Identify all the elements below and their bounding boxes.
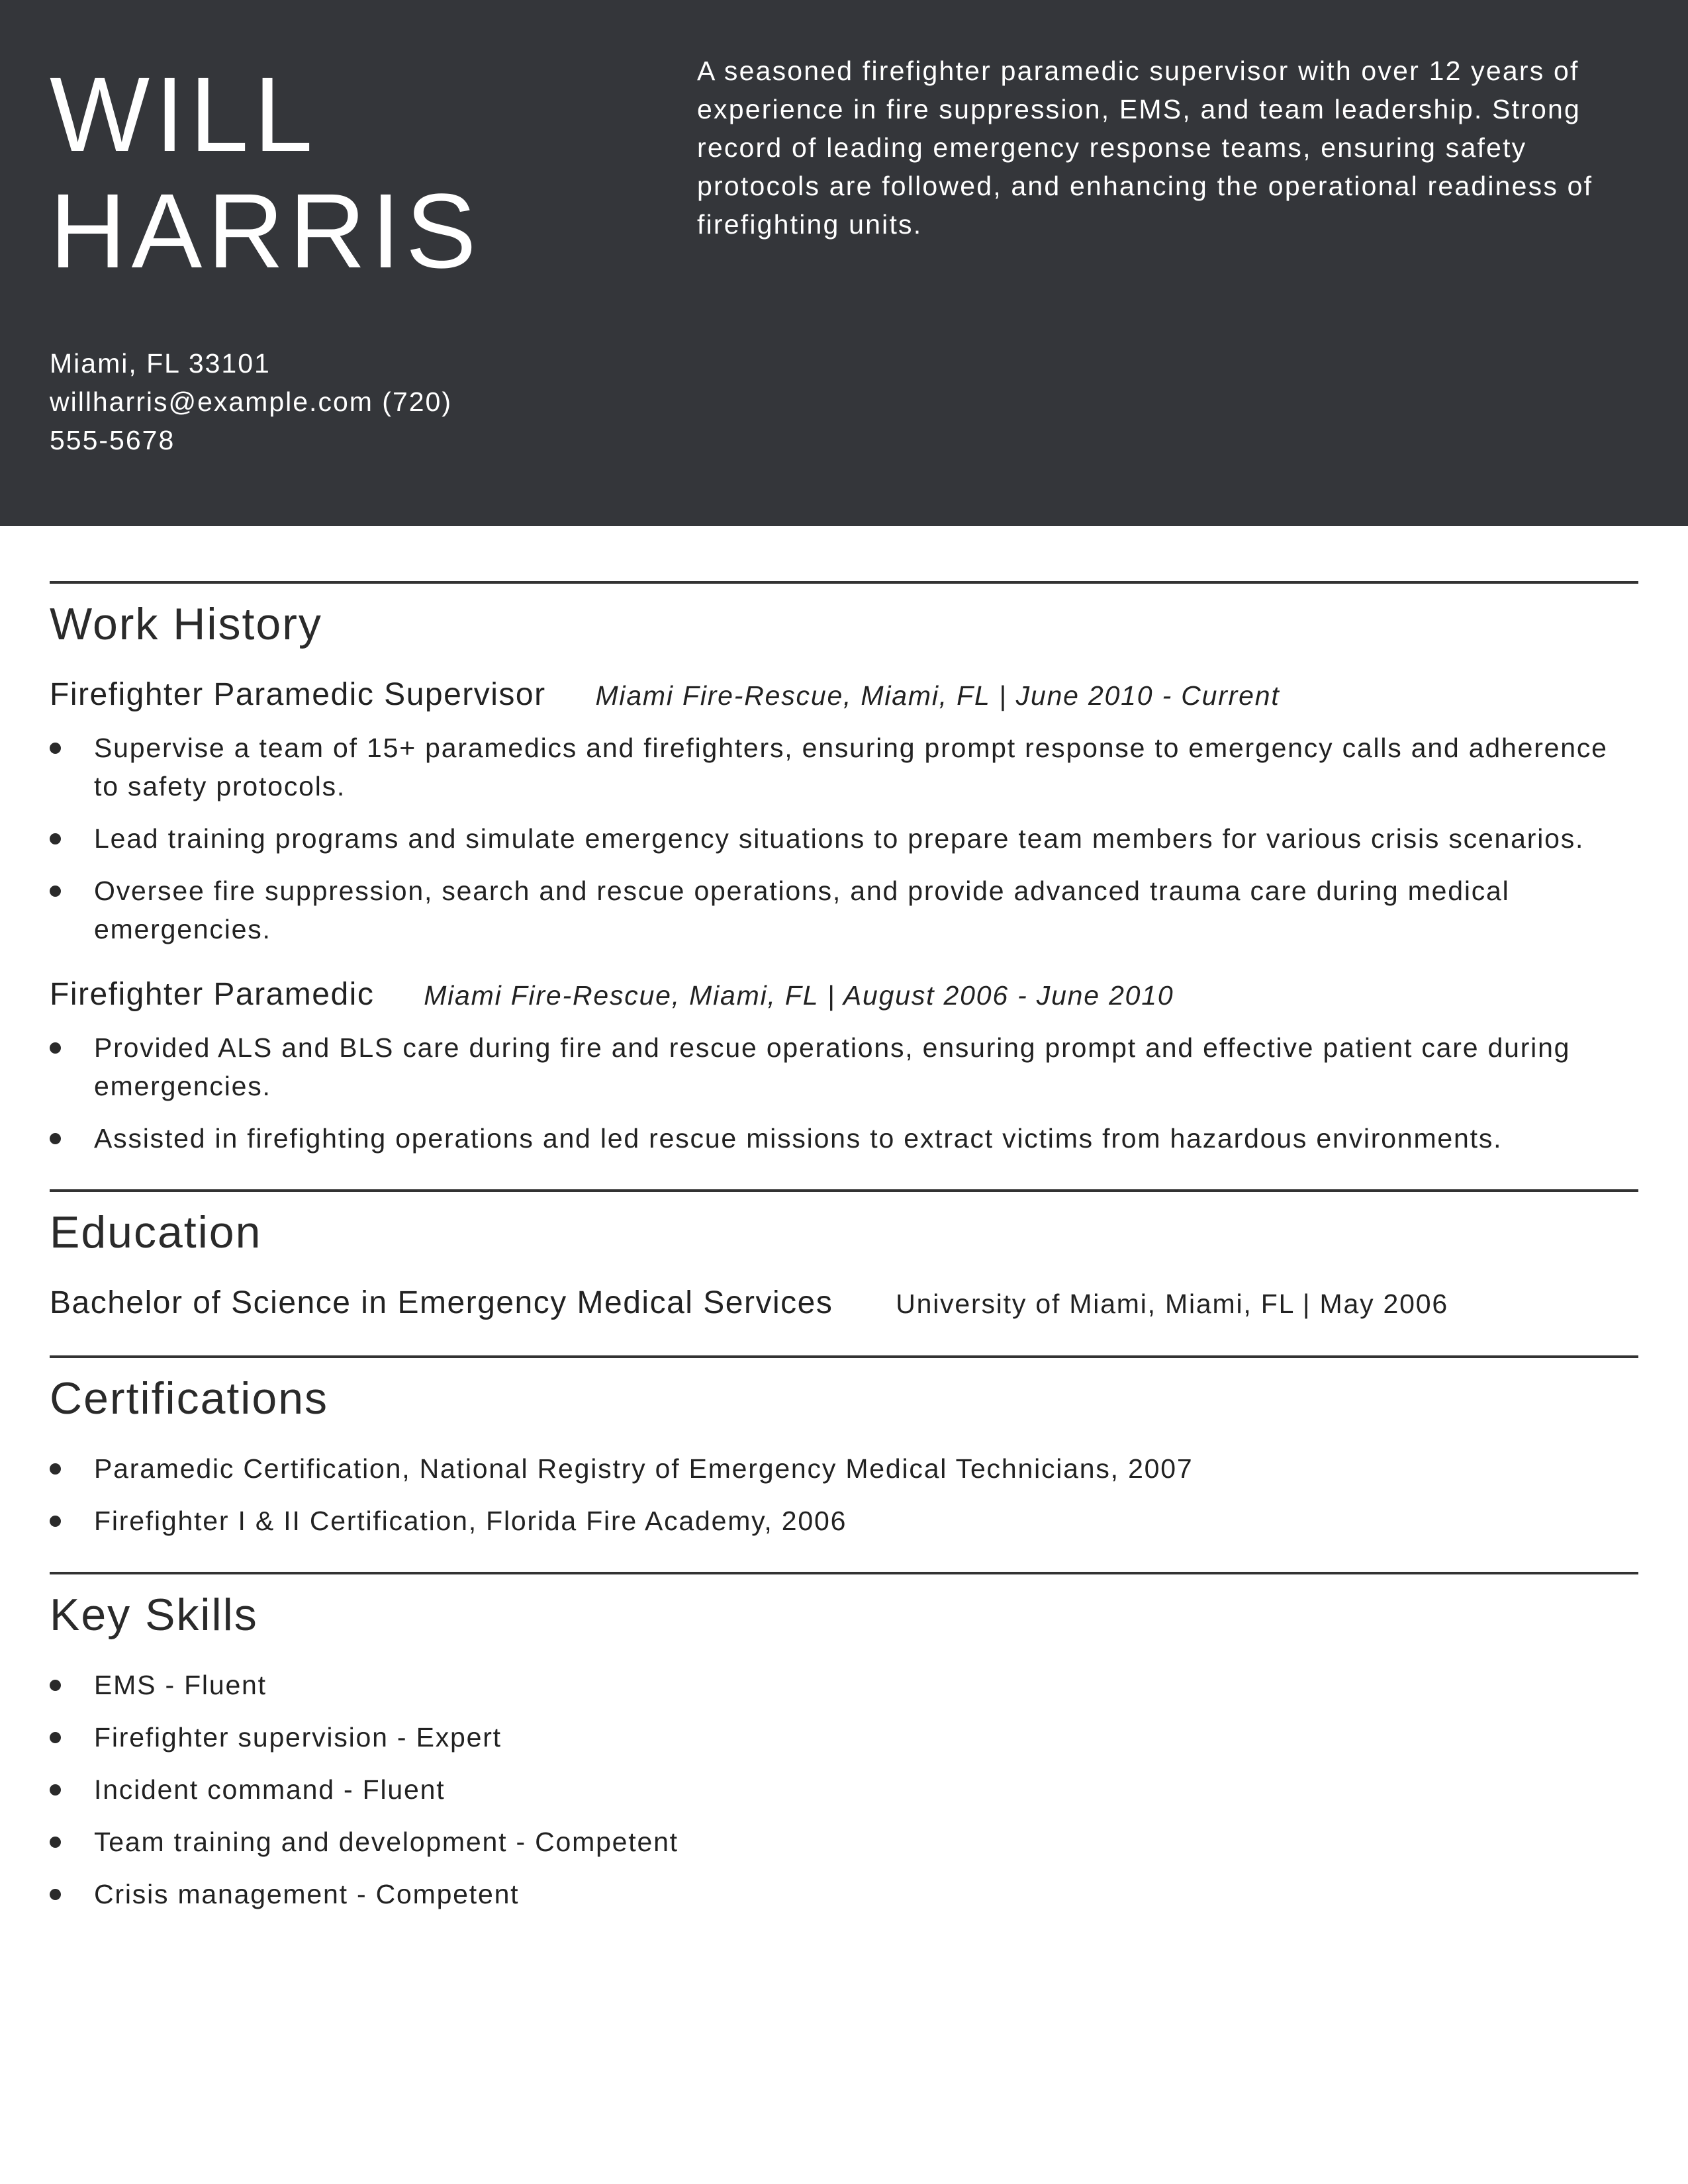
list-item bbox=[50, 819, 1638, 858]
list-item bbox=[50, 872, 1638, 948]
bullet-icon bbox=[50, 1837, 61, 1848]
bullet-icon bbox=[50, 1516, 61, 1527]
section-title: Education bbox=[50, 1207, 262, 1257]
phone-number: 555-5678 bbox=[50, 425, 175, 455]
bullet-icon bbox=[50, 1680, 61, 1691]
list-item bbox=[50, 1028, 1638, 1105]
skill-text: Crisis management - Competent bbox=[94, 1879, 520, 1909]
bullet-text: Assisted in firefighting operations and led rescue missions to extract victims from hazardous environments. bbox=[94, 1123, 1503, 1154]
job-bullets bbox=[50, 1028, 1638, 1158]
skill-text: Team training and development - Competent bbox=[94, 1827, 679, 1857]
job-role: Firefighter Paramedic Supervisor bbox=[50, 677, 546, 712]
skill-text: EMS - Fluent bbox=[94, 1670, 267, 1700]
section-title: Certifications bbox=[50, 1373, 329, 1424]
degree: Bachelor of Science in Emergency Medical Services bbox=[50, 1285, 833, 1320]
first-name: WILL bbox=[50, 55, 318, 173]
list-item bbox=[50, 1823, 1638, 1861]
list-item bbox=[50, 1718, 1638, 1756]
list-item bbox=[50, 1449, 1638, 1488]
bullet-text: Oversee fire suppression, search and rescue operations, and provide advanced trauma care during medical emergencies. bbox=[94, 876, 1510, 944]
list-item bbox=[50, 729, 1638, 805]
list-item bbox=[50, 1666, 1638, 1704]
email-phone: willharris@example.com (720) bbox=[50, 387, 452, 417]
job-role: Firefighter Paramedic bbox=[50, 977, 375, 1012]
resume-header bbox=[0, 0, 1688, 526]
bullet-icon bbox=[50, 833, 61, 844]
candidate-name bbox=[50, 56, 645, 289]
list-item bbox=[50, 1502, 1638, 1540]
work-history-section bbox=[50, 581, 1638, 1158]
job-heading bbox=[50, 675, 1638, 715]
certification-list bbox=[50, 1449, 1638, 1540]
education-meta: University of Miami, Miami, FL | May 2006 bbox=[896, 1289, 1448, 1319]
bullet-icon bbox=[50, 1042, 61, 1054]
bullet-icon bbox=[50, 743, 61, 754]
bullet-icon bbox=[50, 886, 61, 897]
resume-body bbox=[50, 581, 1638, 1945]
skills-section bbox=[50, 1572, 1638, 1913]
bullet-text: Provided ALS and BLS care during fire and rescue operations, ensuring prompt and effective patient care during emergencies. bbox=[94, 1032, 1571, 1101]
list-item bbox=[50, 1119, 1638, 1158]
certification-text: Paramedic Certification, National Registry of Emergency Medical Technicians, 2007 bbox=[94, 1453, 1194, 1484]
certifications-section bbox=[50, 1355, 1638, 1540]
job-bullets bbox=[50, 729, 1638, 948]
education-heading bbox=[50, 1283, 1638, 1324]
education-section bbox=[50, 1189, 1638, 1324]
list-item bbox=[50, 1770, 1638, 1809]
job-meta: Miami Fire-Rescue, Miami, FL | June 2010 - Current bbox=[595, 680, 1280, 711]
last-name: HARRIS bbox=[50, 171, 482, 290]
skills-list bbox=[50, 1666, 1638, 1913]
list-item bbox=[50, 1875, 1638, 1913]
job-meta: Miami Fire-Rescue, Miami, FL | August 2006 - June 2010 bbox=[424, 980, 1174, 1011]
location: Miami, FL 33101 bbox=[50, 348, 271, 379]
bullet-icon bbox=[50, 1133, 61, 1144]
professional-summary: A seasoned firefighter paramedic supervisor with over 12 years of experience in fire suppression, EMS, and team leadership. Strong record of leading emergency response teams, ensuring safety protocols are followed, and enhancing the operational readiness of firefighting units. bbox=[697, 56, 1593, 240]
job-heading bbox=[50, 975, 1638, 1015]
section-title: Work History bbox=[50, 599, 322, 649]
bullet-icon bbox=[50, 1732, 61, 1743]
contact-info bbox=[50, 344, 513, 459]
skill-text: Firefighter supervision - Expert bbox=[94, 1722, 502, 1752]
certification-text: Firefighter I & II Certification, Florida Fire Academy, 2006 bbox=[94, 1506, 847, 1536]
section-title: Key Skills bbox=[50, 1590, 258, 1640]
skill-text: Incident command - Fluent bbox=[94, 1774, 445, 1805]
bullet-text: Lead training programs and simulate emergency situations to prepare team members for various crisis scenarios. bbox=[94, 823, 1585, 854]
bullet-icon bbox=[50, 1889, 61, 1900]
bullet-icon bbox=[50, 1463, 61, 1475]
bullet-icon bbox=[50, 1784, 61, 1796]
bullet-text: Supervise a team of 15+ paramedics and firefighters, ensuring prompt response to emergency calls and adherence to safety protocols. bbox=[94, 733, 1608, 801]
